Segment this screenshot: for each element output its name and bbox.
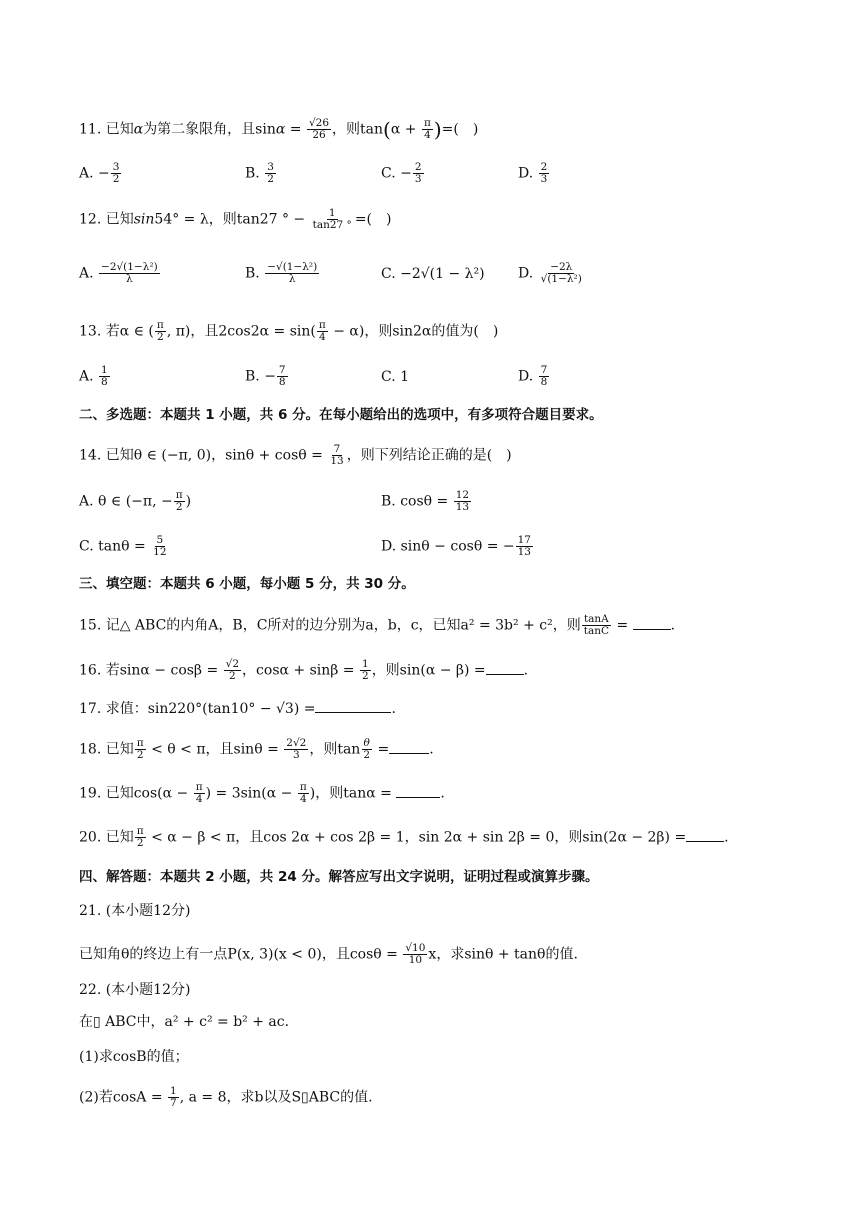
q16-stem-b: ，cosα + sinβ = [242,662,359,679]
q13-d-num: 7 [540,364,548,376]
q13-option-a[interactable] [79,365,111,388]
q14-b-label: B. cosθ = [381,493,453,510]
q13-stem-c: − α)，则sin2α的值为( ) [328,323,499,340]
q20-answer-blank[interactable] [686,827,724,842]
q19-answer-blank[interactable] [396,783,440,798]
q22-p2-num: 1 [170,1085,177,1097]
q12-d-label: D. [518,265,538,282]
q21-stem-a: 已知角θ的终边上有一点P(x, 3)(x < 0)，且cosθ = [79,946,403,963]
q11-d-den: 3 [540,173,548,185]
q12-option-b[interactable] [245,262,320,285]
q14-b-den: 13 [455,501,470,513]
q20-stem-a: 20. 已知 [79,829,134,846]
q11-c-label: C. − [381,165,412,182]
q11-pi-den: 4 [424,129,431,141]
q13-b-num: 7 [278,364,286,376]
q16-stem-c: ，则sin(α − β) = [371,662,486,679]
section-heading-answer: 四、解答题：本题共 2 小题，共 24 分。解答应写出文字说明，证明过程或演算步骤。 [79,869,599,885]
q13-a-label: A. [79,368,99,385]
question-18 [79,738,434,761]
q11-a-num: 3 [112,161,120,173]
q18-f3-num: θ [363,737,370,749]
q18-stem-b: < θ < π，且sinθ = [146,741,284,758]
q14-d-num: 17 [517,534,531,546]
q11-a-label: A. − [79,165,110,182]
q14-c-num: 5 [156,534,164,546]
q16-f2-den: 2 [362,670,369,682]
q11-stem-c: = [285,121,306,138]
question-20 [79,826,729,849]
q12-option-c[interactable] [381,264,485,284]
q11-stem: 11. 已知 [79,121,134,138]
q14-stem-a: 14. 已知θ ∈ (−π, 0)，sinθ + cosθ = [79,447,328,464]
question-12 [79,208,391,231]
q11-stem-e: α + [390,121,421,138]
q15-stem-b: = [612,617,633,634]
q13-c-label: C. 1 [381,369,410,385]
q11-b-den: 2 [267,173,274,185]
section-heading-fill-blank: 三、填空题：本题共 6 小题，每小题 5 分，共 30 分。 [79,576,415,592]
q16-tail: . [523,662,529,679]
q14-d-den: 13 [517,546,531,558]
question-21-head: 21. (本小题12分) [79,903,191,919]
q12-a-den: λ [126,273,133,285]
q18-f2-den: 3 [292,749,300,761]
question-13 [79,320,498,343]
q13-p-num: π [156,319,164,331]
q21-f-num: √10 [405,942,426,954]
q20-f1-den: 2 [136,837,144,849]
q15-stem-a: 15. 记△ ABC的内角A，B，C所对的边分别为a，b，c，已知a² = 3b² + c²，则 [79,617,581,634]
q18-stem-a: 18. 已知 [79,741,134,758]
q13-b-den: 8 [278,376,286,388]
q13-a-num: 1 [101,364,108,376]
q16-f1-den: 2 [229,670,236,682]
q11-pi-frac [422,118,433,141]
q16-answer-blank[interactable] [486,660,524,675]
q14-a-num: π [175,489,183,501]
q12-frac-den: tan27 ° [312,219,352,231]
question-19 [79,782,445,805]
q14-a-tail: ) [185,493,192,510]
q13-q-num: π [318,319,326,331]
q11-d-label: D. [518,165,538,182]
q11-option-b[interactable] [245,162,277,185]
q14-option-c[interactable] [79,535,170,558]
q22-p2-den: 7 [170,1097,177,1109]
q12-fraction [311,208,354,231]
q14-c-label: C. tanθ = [79,538,151,555]
q17-stem-a: 17. 求值：sin220°(tan10° − √3) = [79,701,316,717]
question-17 [79,698,396,719]
q12-d-den: √(1−λ²) [540,273,582,285]
q19-f2-den: 4 [299,793,307,805]
q11-a-den: 2 [112,173,120,185]
q18-stem-c: ，则tan [309,741,361,758]
q13-option-b[interactable] [245,365,289,388]
q13-d-label: D. [518,368,538,385]
q13-stem-b: , π)，且2cos2α = sin( [166,323,316,340]
q13-q-den: 4 [318,331,326,343]
q19-f1-den: 4 [195,793,203,805]
q11-fraction [307,118,331,141]
q13-a-den: 8 [101,376,108,388]
q13-b-label: B. − [245,368,276,385]
q16-stem-a: 16. 若sinα − cosβ = [79,662,223,679]
q11-d-num: 2 [540,161,548,173]
q12-stem-c: =( ) [354,211,392,228]
q11-option-a[interactable] [79,162,122,185]
q20-tail: . [724,829,729,846]
q12-option-d[interactable] [518,262,585,285]
q14-stem-b: ，则下列结论正确的是( ) [346,447,512,464]
question-16 [79,659,528,682]
q19-stem-c: )，则tanα = [309,785,397,802]
q11-b-label: B. [245,165,265,182]
question-11: 11. 已知α为第二象限角，且sinα = $\frac{√26}{26}$ ，则tan(α + $\frac{\pi}{4}$ )=( ) [79,117,479,142]
q12-b-label: B. [245,265,265,282]
q12-stem-a: 12. 已知 [79,211,134,228]
section-heading-multi-choice: 二、多选题：本题共 1 小题，共 6 分。在每小题给出的选项中，有多项符合题目要求。 [79,407,603,423]
q12-b-den: λ [288,273,296,285]
question-22-head: 22. (本小题12分) [79,982,191,998]
q12-stem-b: 54° = λ，则tan27 ° − [154,211,310,228]
q18-f3-den: 2 [363,749,371,761]
q15-answer-blank[interactable] [633,615,671,630]
q14-b-num: 12 [455,489,470,501]
q12-a-num: −2√(1−λ²) [101,261,158,273]
q20-f1-num: π [136,825,144,837]
q16-f1-num: √2 [225,658,240,670]
q14-option-a[interactable] [79,490,191,513]
question-22-part-1: (1)求cosB的值； [79,1049,189,1065]
q14-frac-num: 7 [333,443,341,455]
q18-tail: . [429,741,434,758]
q18-stem-d: = [373,741,390,758]
q19-f2-num: π [299,781,307,793]
q22-p2-a: (2)若cosA = [79,1089,168,1106]
q14-frac-den: 13 [330,455,344,467]
q11-option-d[interactable] [518,162,550,185]
q12-c-label: C. −2√(1 − λ²) [381,266,485,282]
q13-option-c[interactable] [381,367,409,387]
q14-c-den: 12 [153,546,167,558]
q14-d-label: D. sinθ − cosθ = − [381,538,515,555]
q19-f1-num: π [195,781,203,793]
q11-stem-b: 为第二象限角，且sin [143,121,276,138]
question-21 [79,943,578,966]
q19-stem-a: 19. 已知cos(α − [79,785,193,802]
q21-stem-b: x，求sinθ + tanθ的值. [428,946,578,963]
question-22-stem: 在▯ ABC中，a² + c² = b² + ac. [79,1014,290,1030]
q19-tail: . [440,785,445,802]
q14-option-b[interactable] [381,490,472,513]
q11-c-num: 2 [414,161,422,173]
q18-f1-den: 2 [136,749,144,761]
q11-frac-den: 26 [312,129,326,141]
q20-stem-b: < α − β < π，且cos 2α + cos 2β = 1，sin 2α + sin 2β = 0，则sin(2α − 2β) = [146,829,687,846]
q15-tail: . [670,617,676,634]
q13-stem-a: 13. 若α ∈ ( [79,323,154,340]
q11-pi-num: π [423,117,431,129]
q21-f-den: 10 [408,954,423,966]
q18-f2-num: 2√2 [286,737,307,749]
question-15 [79,614,675,637]
q11-option-c[interactable] [381,162,425,185]
q16-f2-num: 1 [362,658,369,670]
q11-stem-d: ，则tan [332,121,384,138]
question-14 [79,444,512,467]
q15-frac-num: tanA [583,613,609,625]
q12-stem-sin: sin [133,211,155,228]
q18-answer-blank[interactable] [389,739,429,754]
q14-a-label: A. θ ∈ (−π, − [79,493,173,510]
q11-frac-num: √26 [308,117,330,129]
q18-f1-num: π [136,737,144,749]
q22-p2-b: , a = 8，求b以及S▯ABC的值. [179,1089,373,1106]
q12-a-label: A. [79,265,99,282]
q11-stem-f: =( ) [441,121,479,138]
q15-frac-den: tanC [583,625,609,637]
q14-a-den: 2 [175,501,183,513]
q12-frac-num: 1 [328,207,336,219]
q11-c-den: 3 [414,173,422,185]
q12-b-num: −√(1−λ²) [267,261,318,273]
question-22-part-2 [79,1086,373,1109]
q13-option-d[interactable] [518,365,550,388]
q14-option-d[interactable] [381,535,534,558]
q13-d-den: 8 [540,376,548,388]
q19-stem-b: ) = 3sin(α − [205,785,297,802]
q12-option-a[interactable] [79,262,161,285]
q17-answer-blank[interactable] [315,698,391,713]
q12-d-num: −2λ [550,261,573,273]
q11-b-num: 3 [267,161,274,173]
q13-p-den: 2 [157,331,164,343]
q17-tail: . [391,701,396,717]
